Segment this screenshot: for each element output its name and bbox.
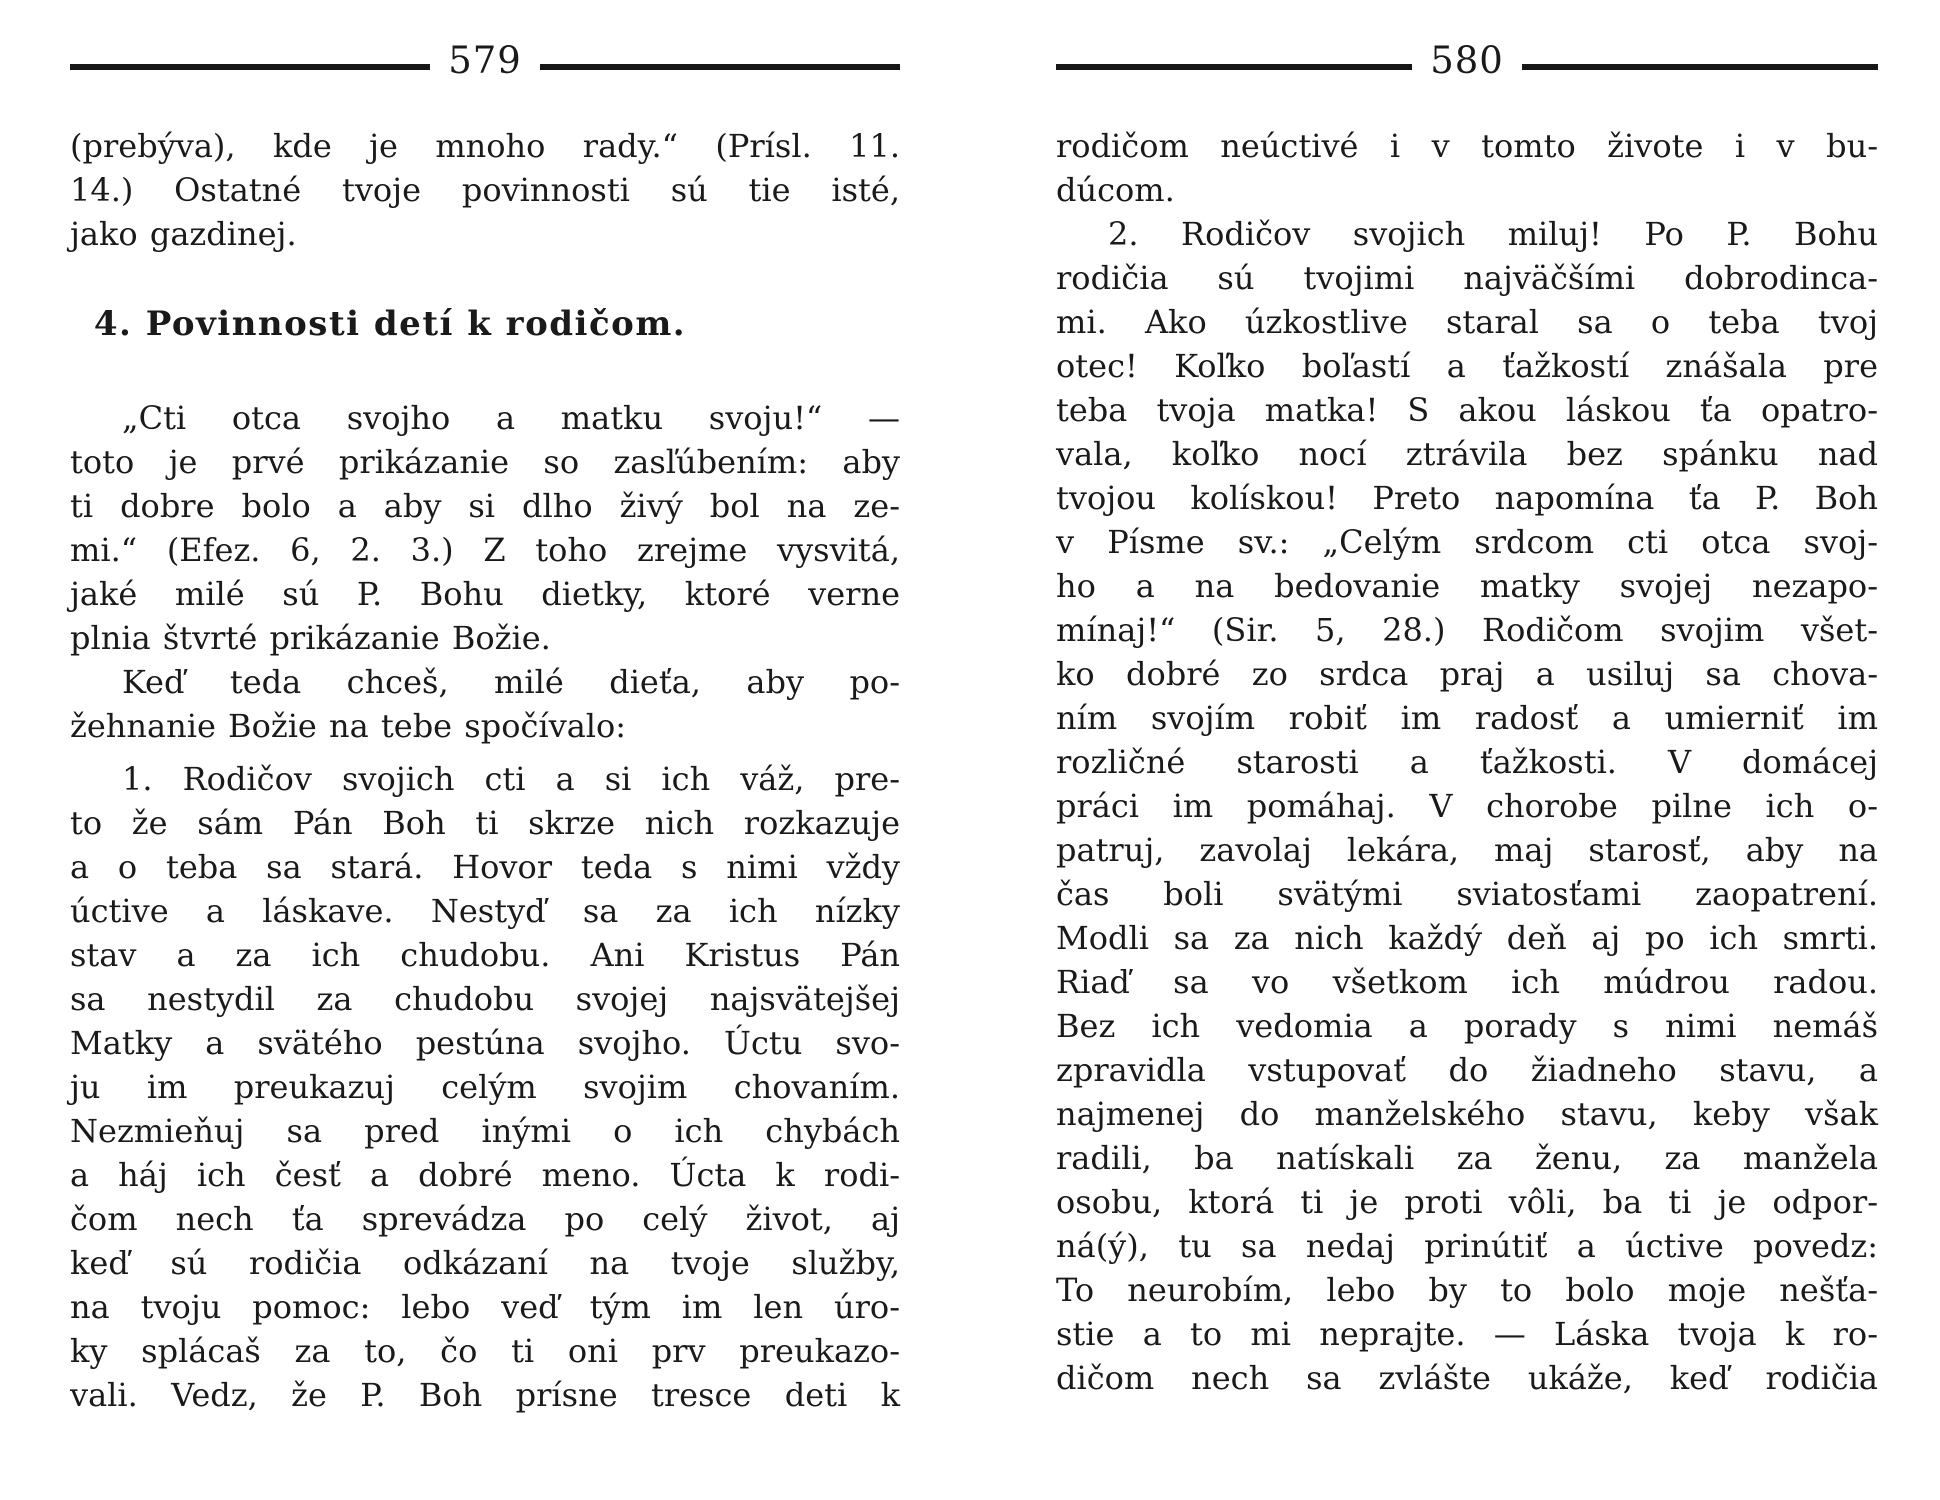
- text-line: ná(ý), tu sa nedaj prinútiť a úctive povedz:: [1056, 1227, 1878, 1265]
- text-line: keď sú rodičia odkázaní na tvoje služby,: [70, 1244, 900, 1282]
- text-column-intro: [70, 124, 900, 256]
- text-line: 2. Rodičov svojich miluj! Po P. Bohu: [1108, 215, 1878, 253]
- text-line: tvojou kolískou! Preto napomína ťa P. Boh: [1056, 479, 1878, 517]
- text-line: jaké milé sú P. Bohu dietky, ktoré verne: [70, 575, 900, 613]
- text-line: to že sám Pán Boh ti skrze nich rozkazuje: [70, 804, 900, 842]
- page-left: [70, 38, 900, 1417]
- text-line: teba tvoja matka! S akou láskou ťa opatro-: [1056, 391, 1878, 429]
- text-line: a o teba sa stará. Hovor teda s nimi vždy: [70, 848, 900, 886]
- text-line: 14.) Ostatné tvoje povinnosti sú tie isté,: [70, 171, 900, 209]
- text-line: rodičom neúctivé i v tomto živote i v bu-: [1056, 127, 1878, 165]
- text-line: v Písme sv.: „Celým srdcom cti otca svoj-: [1056, 523, 1878, 561]
- page-number-left: 579: [448, 39, 522, 82]
- text-line: stie a to mi neprajte. — Láska tvoja k ro-: [1056, 1315, 1878, 1353]
- text-line: toto je prvé prikázanie so zasľúbením: aby: [70, 443, 900, 481]
- text-line: otec! Koľko boľastí a ťažkostí znášala pre: [1056, 347, 1878, 385]
- text-line: rozličné starosti a ťažkosti. V domácej: [1056, 743, 1878, 781]
- header-rule-right: [540, 64, 900, 70]
- page-header-right: [1056, 38, 1878, 84]
- text-line: mínaj!“ (Sir. 5, 28.) Rodičom svojim všet-: [1056, 611, 1878, 649]
- text-line: čas boli svätými sviatosťami zaopatrení.: [1056, 875, 1878, 913]
- text-line: Matky a svätého pestúna svojho. Úctu svo-: [70, 1024, 900, 1062]
- page-right: [1056, 38, 1878, 1400]
- page-header-left: [70, 38, 900, 84]
- text-line: mi. Ako úzkostlive staral sa o teba tvoj: [1056, 303, 1878, 341]
- text-line: (prebýva), kde je mnoho rady.“ (Prísl. 11.: [70, 127, 900, 165]
- text-line: jako gazdinej.: [70, 215, 297, 253]
- text-line: čom nech ťa sprevádza po celý život, aj: [70, 1200, 900, 1238]
- text-line: žehnanie Božie na tebe spočívalo:: [70, 707, 627, 745]
- text-line: práci im pomáhaj. V chorobe pilne ich o-: [1056, 787, 1878, 825]
- text-line: stav a za ich chudobu. Ani Kristus Pán: [70, 936, 900, 974]
- text-line: patruj, zavolaj lekára, maj starosť, aby na: [1056, 831, 1878, 869]
- text-line: Keď teda chceš, milé dieťa, aby po-: [122, 663, 900, 701]
- text-line: dičom nech sa zvlášte ukáže, keď rodičia: [1056, 1359, 1878, 1397]
- text-line: Riaď sa vo všetkom ich múdrou radou.: [1056, 963, 1878, 1001]
- text-line: 1. Rodičov svojich cti a si ich váž, pre-: [122, 760, 900, 798]
- text-line: ky splácaš za to, čo ti oni prv preukazo-: [70, 1332, 900, 1370]
- header-rule-right: [1522, 64, 1878, 70]
- text-line: ho a na bedovanie matky svojej nezapo-: [1056, 567, 1878, 605]
- text-line: úctive a láskave. Nestyď sa za ich nízky: [70, 892, 900, 930]
- text-line: mi.“ (Efez. 6, 2. 3.) Z toho zrejme vysvitá,: [70, 531, 900, 569]
- text-line: radili, ba natískali za ženu, za manžela: [1056, 1139, 1878, 1177]
- text-line: ju im preukazuj celým svojim chovaním.: [70, 1068, 900, 1106]
- text-line: „Cti otca svojho a matku svoju!“ —: [122, 399, 900, 437]
- text-line: ko dobré zo srdca praj a usiluj sa chova-: [1056, 655, 1878, 693]
- section-heading: 4. Povinnosti detí k rodičom.: [93, 304, 687, 344]
- text-line: ním svojím robiť im radosť a umierniť im: [1056, 699, 1878, 737]
- text-column-body: [1056, 124, 1878, 1400]
- text-line: ti dobre bolo a aby si dlho živý bol na ze-: [70, 487, 900, 525]
- text-line: zpravidla vstupovať do žiadneho stavu, a: [1056, 1051, 1878, 1089]
- text-line: plnia štvrté prikázanie Božie.: [70, 619, 551, 657]
- text-column-body: [70, 396, 900, 1417]
- header-rule-left: [1056, 64, 1412, 70]
- text-line: dúcom.: [1056, 171, 1175, 209]
- text-line: na tvoju pomoc: lebo veď tým im len úro-: [70, 1288, 900, 1326]
- page-number-right: 580: [1430, 39, 1504, 82]
- text-line: najmenej do manželského stavu, keby však: [1056, 1095, 1878, 1133]
- text-line: sa nestydil za chudobu svojej najsvätejšej: [70, 980, 900, 1018]
- text-line: a háj ich česť a dobré meno. Úcta k rodi-: [70, 1156, 900, 1194]
- text-line: To neurobím, lebo by to bolo moje nešťa-: [1056, 1271, 1878, 1309]
- text-line: Modli sa za nich každý deň aj po ich smrti.: [1056, 919, 1878, 957]
- text-line: osobu, ktorá ti je proti vôli, ba ti je odpor-: [1056, 1183, 1878, 1221]
- text-line: Bez ich vedomia a porady s nimi nemáš: [1056, 1007, 1878, 1045]
- text-line: Nezmieňuj sa pred inými o ich chybách: [70, 1112, 900, 1150]
- text-line: rodičia sú tvojimi najväčšími dobrodinca-: [1056, 259, 1878, 297]
- text-line: vala, koľko nocí ztrávila bez spánku nad: [1056, 435, 1878, 473]
- header-rule-left: [70, 64, 430, 70]
- text-line: vali. Vedz, že P. Boh prísne tresce deti k: [70, 1376, 900, 1414]
